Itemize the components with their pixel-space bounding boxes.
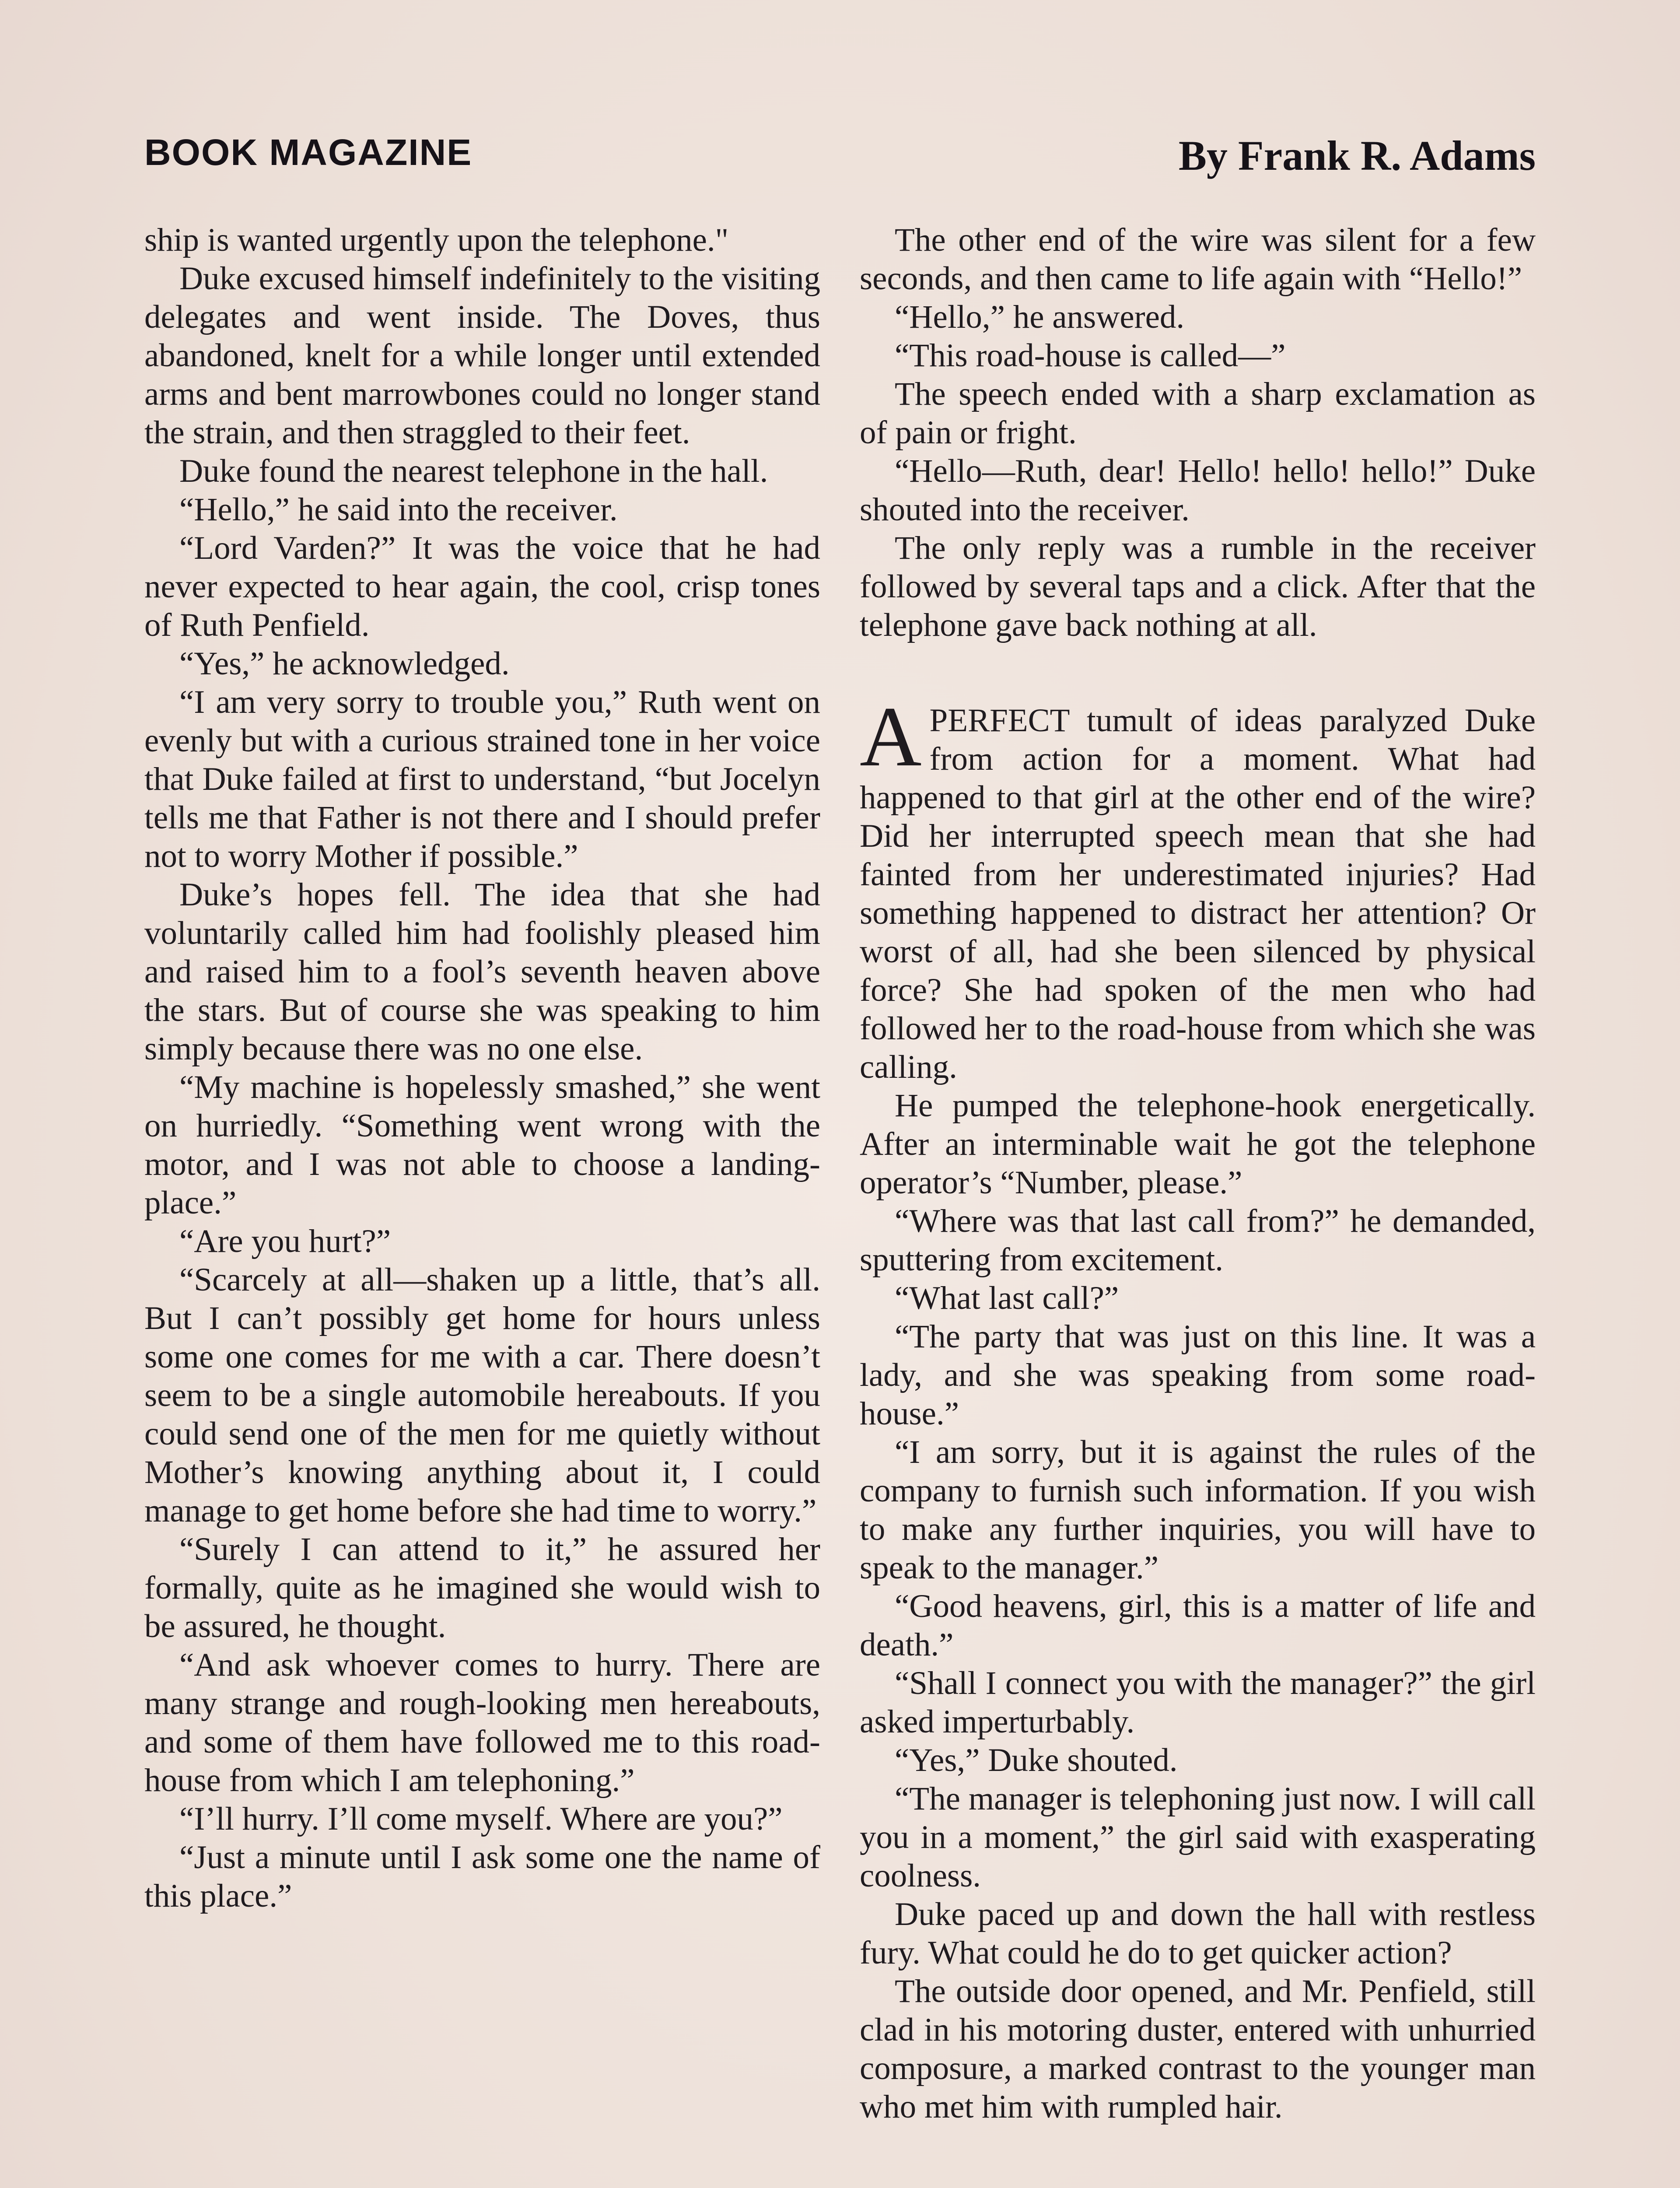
paragraph: “I am sorry, but it is against the rules of the company to furnish such information. If you wish to make any further inquiries, you will have to speak to the manager.” [860,1434,1536,1586]
paragraph: “And ask whoever comes to hurry. There are many strange and rough-looking men hereabouts, and some of them have followed me to this road-house from which I am telephoning.” [144,1647,820,1799]
running-header [144,131,1536,184]
author-byline: By Frank R. Adams [1178,132,1536,179]
paragraph: “Yes,” Duke shouted. [895,1742,1178,1778]
paragraph: “Just a minute until I ask some one the name of this place.” [144,1839,820,1914]
paragraph: “Hello,” he answered. [895,299,1185,335]
dropcap-paragraph [860,689,1536,1087]
right-column [860,221,1536,2126]
paragraph: “Where was that last call from?” he demanded, sputtering from excitement. [860,1203,1536,1278]
paragraph: “Are you hurt?” [179,1223,391,1259]
paragraph: Duke found the nearest telephone in the hall. [179,453,768,489]
paragraph: “I’ll hurry. I’ll come myself. Where are you?” [179,1801,783,1837]
paragraph: “Surely I can attend to it,” he assured her formally, quite as he imagined she would wish to be assured, he thought. [144,1531,820,1645]
paragraph: “Scarcely at all—shaken up a little, that’s all. But I can’t possibly get home for hours unless some one comes for me with a car. There doesn’t seem to be a single automobile hereabouts. If you could send one of the men for me quietly without Mother’s knowing anything about it, I could manage to get home before she had time to worry.” [144,1262,820,1529]
paragraph: He pumped the telephone-hook energetically. After an interminable wait he got the telephone operator’s “Number, please.” [860,1087,1536,1201]
paragraph: “Good heavens, girl, this is a matter of life and death.” [860,1588,1536,1663]
paragraph: “I am very sorry to trouble you,” Ruth went on evenly but with a curious strained tone in her voice that Duke failed at first to understand, “but Jocelyn tells me that Father is not there and I should prefer not to worry Mother if possible.” [144,684,820,874]
magazine-title: BOOK MAGAZINE [144,132,472,173]
paragraph: “Lord Varden?” It was the voice that he had never expected to hear again, the cool, crisp tones of Ruth Penfield. [144,530,820,643]
paragraph: The outside door opened, and Mr. Penfield, still clad in his motoring duster, entered with unhurried composure, a marked contrast to the younger man who met him with rumpled hair. [860,1973,1536,2125]
paragraph: “This road-house is called—” [895,337,1286,374]
drop-cap-letter: A [860,689,922,784]
paragraph: “Hello—Ruth, dear! Hello! hello! hello!” Duke shouted into the receiver. [860,453,1536,528]
left-column [144,221,820,1915]
paragraph: “What last call?” [895,1280,1119,1316]
paragraph: “The manager is telephoning just now. I will call you in a moment,” the girl said with exasperating coolness. [860,1781,1536,1894]
paragraph: “Shall I connect you with the manager?” the girl asked imperturbably. [860,1665,1536,1740]
paragraph: Duke’s hopes fell. The idea that she had voluntarily called him had foolishly pleased him and raised him to a fool’s seventh heaven above the stars. But of course she was speaking to him simply because there was no one else. [144,877,820,1067]
paragraph: The only reply was a rumble in the receiver followed by several taps and a click. After that the telephone gave back nothing at all. [860,530,1536,643]
paragraph: “My machine is hopelessly smashed,” she went on hurriedly. “Something went wrong with the motor, and I was not able to choose a landing-place.” [144,1069,820,1221]
paragraph: ship is wanted urgently upon the telephone." [144,222,729,258]
paragraph: “Hello,” he said into the receiver. [179,491,618,528]
paragraph: “The party that was just on this line. It was a lady, and she was speaking from some road-house.” [860,1318,1536,1432]
paragraph: Duke excused himself indefinitely to the visiting delegates and went inside. The Doves, thus abandoned, knelt for a while longer until extended arms and bent marrowbones could no longer stand the strain, and then straggled to their feet. [144,260,820,451]
dropcap-text: PERFECT tumult of ideas paralyzed Duke from action for a moment. What had happened to that girl at the other end of the wire? Did her interrupted speech mean that she had fainted from her underestimated injuries? Had something happened to distract her attention? Or worst of all, had she been silenced by physical force? She had spoken of the men who had followed her to the road-house from which she was calling. [860,702,1536,1085]
paragraph: The other end of the wire was silent for a few seconds, and then came to life again with “Hello!” [860,222,1536,297]
paragraph: The speech ended with a sharp exclamation as of pain or fright. [860,376,1536,451]
paragraph: “Yes,” he acknowledged. [179,645,510,682]
section-break [860,645,1536,701]
paragraph: Duke paced up and down the hall with restless fury. What could he do to get quicker action? [860,1896,1536,1971]
